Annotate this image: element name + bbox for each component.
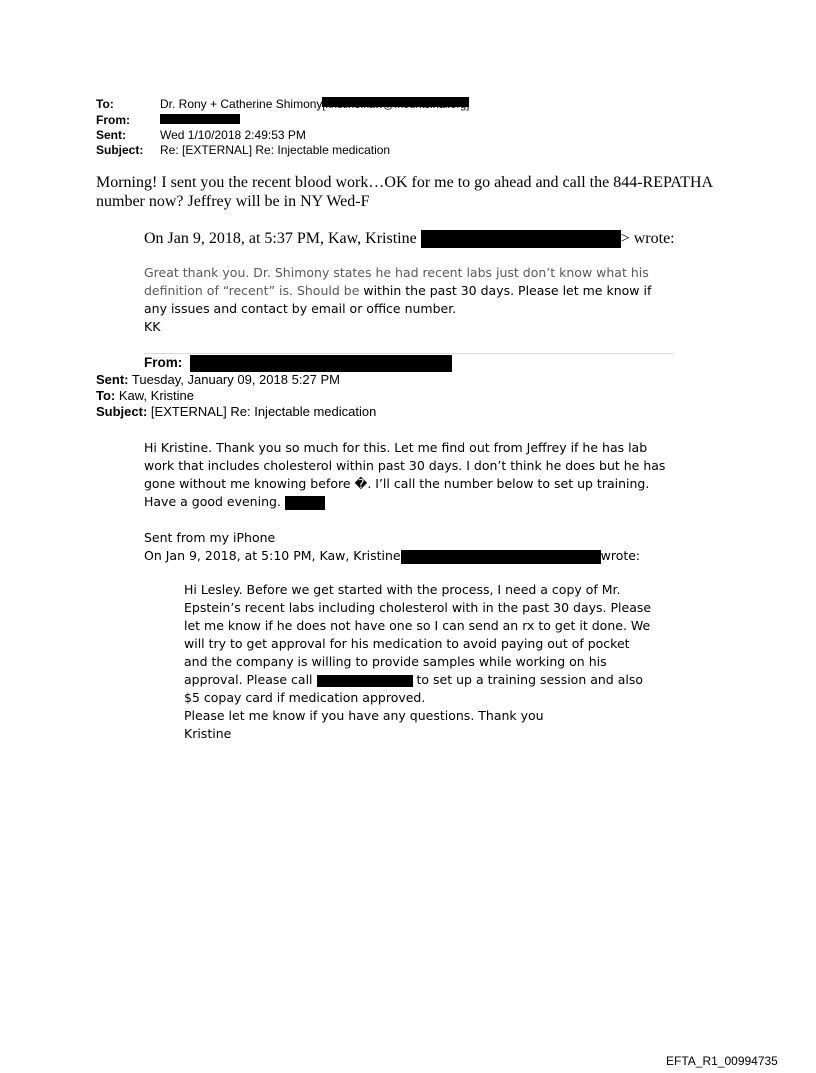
quote1-intro <box>144 229 675 248</box>
redacted-email <box>421 230 621 248</box>
to-label: To: <box>96 97 114 111</box>
subject-row <box>96 143 469 158</box>
sent-label: Sent: <box>96 128 126 142</box>
quote3-line: Please let me know if you have any questions. Thank you <box>184 708 544 723</box>
redacted-from <box>160 114 240 124</box>
redacted-phone <box>317 675 413 687</box>
sent-value: Wed 1/10/2018 2:49:53 PM <box>160 128 306 142</box>
redacted-email <box>401 550 601 564</box>
quote2-sent-row: Sent: Tuesday, January 09, 2018 5:27 PM <box>96 372 341 387</box>
quote2-meta <box>96 372 376 420</box>
quote2-sent-from: Sent from my iPhone <box>144 530 276 545</box>
divider <box>144 353 674 354</box>
redaction-bar <box>322 97 469 107</box>
redacted-name <box>285 496 325 510</box>
quote2-text: Hi Kristine. Thank you so much for this. Let me find out from Jeffrey if he has lab work that includes cholesterol within past 30 days. I don’t think he does but he has gone without me knowing before �. I’ll call the number below to set up training. Have a good evening. <box>144 440 666 509</box>
quote3-paragraph: Hi Lesley. Before we get started with the process, I need a copy of Mr. Epstein’s recent labs including cholesterol with in the past 30 days. Please let me know if he does not have one so I can send an rx to get it done. We will try to get approval for his medication to avoid paying out of pocket and the company is willing to provide samples while working on his approval. Please call to set up a training session and also $5 copay card if medication approved. <box>184 582 652 705</box>
quote2-from-label: From: <box>144 355 183 371</box>
quote3-body <box>184 581 654 743</box>
email-header <box>96 97 469 158</box>
quote1-intro-prefix: On Jan 9, 2018, at 5:37 PM, Kaw, Kristine <box>144 230 417 247</box>
to-name: Dr. Rony + Catherine Shimony <box>160 97 323 111</box>
subject-value: Re: [EXTERNAL] Re: Injectable medication <box>160 143 391 157</box>
to-row <box>96 97 469 113</box>
sent-row <box>96 128 469 143</box>
quote1-intro-suffix: > wrote: <box>620 230 675 247</box>
quote1-gray-text: Great thank you. Dr. Shimony states he had recent labs just don’t know what his definition of “recent” is. Should be <box>144 265 649 298</box>
redacted-from <box>190 355 452 372</box>
from-row <box>96 113 469 128</box>
message-body: Morning! I sent you the recent blood work…OK for me to go ahead and call the 844-REPATHA number now? Jeffrey will be in NY Wed-F <box>96 174 713 210</box>
spacer <box>144 511 674 529</box>
quote2-to-row: To: Kaw, Kristine <box>96 388 195 403</box>
redacted-to-email <box>322 97 469 113</box>
quote1-reply <box>144 264 664 336</box>
quote2-intro: On Jan 9, 2018, at 5:10 PM, Kaw, Kristine wrote: <box>144 548 641 563</box>
quote2-from <box>144 355 452 372</box>
to-value <box>160 97 469 113</box>
quote3-signoff: Kristine <box>184 726 232 741</box>
subject-label: Subject: <box>96 143 144 157</box>
quote2-body <box>144 439 674 565</box>
quote1-text: within the past 30 days. Please let me know if any issues and contact by email or office number. <box>144 283 652 316</box>
quote2-text-block <box>144 439 674 511</box>
from-label: From: <box>96 113 130 127</box>
quote1-signoff: KK <box>144 319 161 334</box>
document-id: EFTA_R1_00994735 <box>666 1054 778 1068</box>
quote2-subject-row: Subject: [EXTERNAL] Re: Injectable medication <box>96 404 377 419</box>
